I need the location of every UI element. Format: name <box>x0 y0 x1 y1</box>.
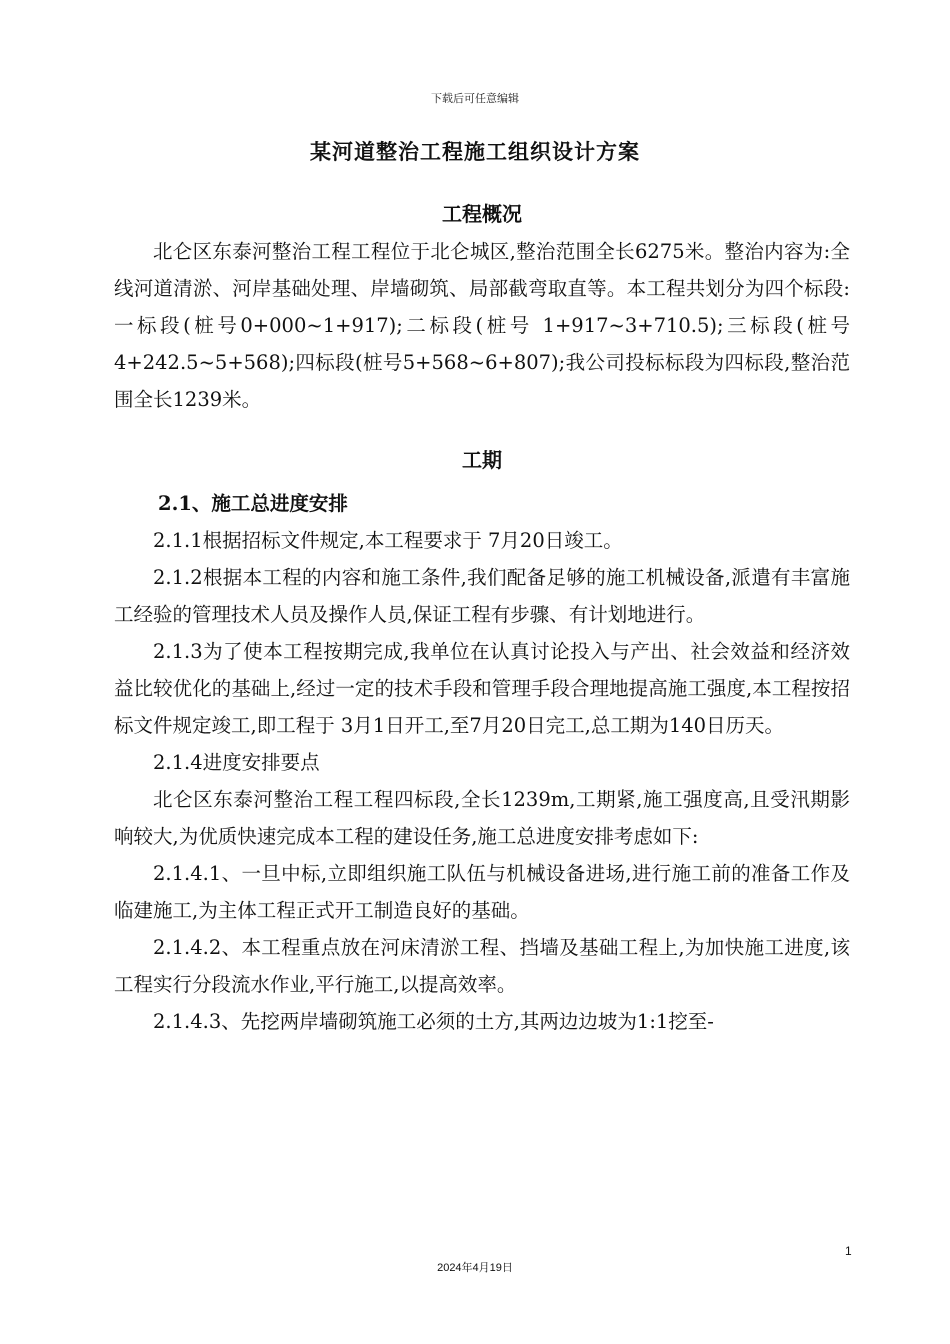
paragraph: 2.1.4.1、一旦中标,立即组织施工队伍与机械设备进场,进行施工前的准备工作及临建施工,为主体工程正式开工制造良好的基础。 <box>114 862 850 922</box>
paragraph: 北仑区东泰河整治工程工程四标段,全长1239m,工期紧,施工强度高,且受汛期影响较大,为优质快速完成本工程的建设任务,施工总进度安排考虑如下: <box>114 788 850 848</box>
paragraph: 北仑区东泰河整治工程工程位于北仑城区,整治范围全长6275米。整治内容为:全线河道清淤、河岸基础处理、岸墙砌筑、局部截弯取直等。本工程共划分为四个标段:一标段(桩号0+000~1+917);二标段(桩号 1+917~3+710.5);三标段(桩号4+242.5~5+568);四标段(桩号5+568~6+807);我公司投标标段为四标段,整治范围全长1239米。 <box>114 240 850 411</box>
paragraph: 2.1.4进度安排要点 <box>153 751 320 774</box>
section-heading-schedule: 工期 <box>462 448 502 472</box>
page-number: 1 <box>845 1244 852 1258</box>
subsection-heading: 2.1、施工总进度安排 <box>158 492 348 515</box>
paragraph: 2.1.2根据本工程的内容和施工条件,我们配备足够的施工机械设备,派遣有丰富施工经验的管理技术人员及操作人员,保证工程有步骤、有计划地进行。 <box>114 566 850 626</box>
paragraph: 2.1.3为了使本工程按期完成,我单位在认真讨论投入与产出、社会效益和经济效益比较优化的基础上,经过一定的技术手段和管理手段合理地提高施工强度,本工程按招标文件规定竣工,即工程于 3月1日开工,至7月20日完工,总工期为140日历天。 <box>114 640 850 737</box>
document-title: 某河道整治工程施工组织设计方案 <box>310 139 640 164</box>
paragraph: 2.1.1根据招标文件规定,本工程要求于 7月20日竣工。 <box>153 529 623 552</box>
section-heading-overview: 工程概况 <box>442 202 522 226</box>
document-body <box>114 196 850 1040</box>
paragraph: 2.1.4.2、本工程重点放在河床清淤工程、挡墙及基础工程上,为加快施工进度,该工程实行分段流水作业,平行施工,以提高效率。 <box>114 936 850 996</box>
header-note: 下载后可任意编辑 <box>431 92 519 105</box>
paragraph: 2.1.4.3、先挖两岸墙砌筑施工必须的土方,其两边边坡为1:1挖至- <box>153 1010 714 1033</box>
footer-date: 2024年4月19日 <box>437 1262 513 1274</box>
